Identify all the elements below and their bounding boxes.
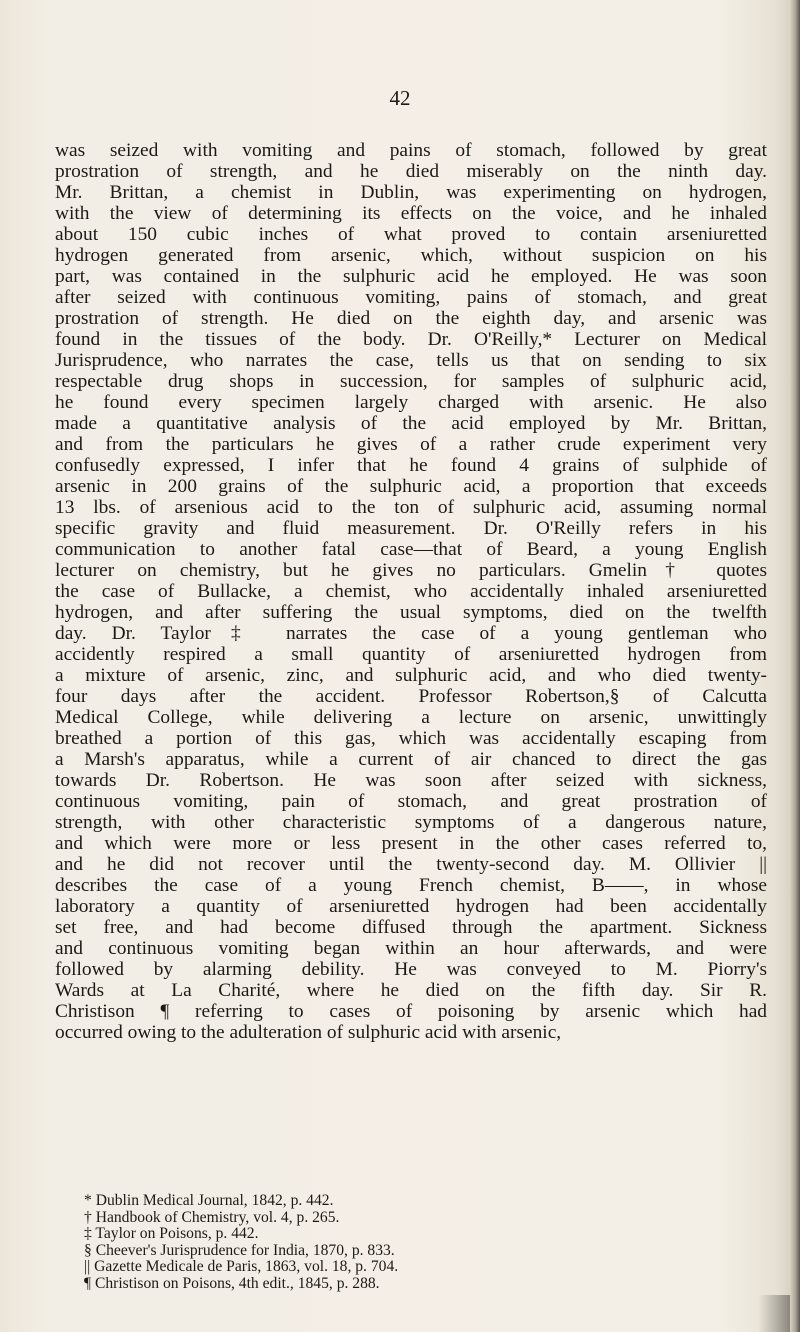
footnotes xyxy=(84,1193,704,1292)
footnote: || Gazette Medicale de Paris, 1863, vol. 18, p. 704. xyxy=(84,1258,399,1275)
text-line: followed by alarming debility. He was conveyed to M. Piorry's xyxy=(55,959,767,980)
text-line: specific gravity and fluid measurement. Dr. O'Reilly refers in his xyxy=(55,518,767,539)
text-line: with the view of determining its effects on the voice, and he inhaled xyxy=(55,203,767,224)
text-line: and from the particulars he gives of a rather crude experiment very xyxy=(55,434,767,455)
text-line: Jurisprudence, who narrates the case, tells us that on sending to six xyxy=(55,350,767,371)
text-line: 13 lbs. of arsenious acid to the ton of sulphuric acid, assuming normal xyxy=(55,497,767,518)
body-paragraph xyxy=(55,140,767,1043)
text-line: found in the tissues of the body. Dr. O'Reilly,* Lecturer on Medical xyxy=(55,329,767,350)
text-line: part, was contained in the sulphuric acid he employed. He was soon xyxy=(55,266,767,287)
text-line: occurred owing to the adulteration of sulphuric acid with arsenic, xyxy=(55,1022,562,1043)
text-line: prostration of strength. He died on the eighth day, and arsenic was xyxy=(55,308,767,329)
text-line: the case of Bullacke, a chemist, who accidentally inhaled arseniuretted xyxy=(55,581,767,602)
text-line: a Marsh's apparatus, while a current of air chanced to direct the gas xyxy=(55,749,767,770)
footnote: † Handbook of Chemistry, vol. 4, p. 265. xyxy=(84,1208,340,1226)
footnote: § Cheever's Jurisprudence for India, 1870, p. 833. xyxy=(84,1241,395,1259)
text-line: hydrogen generated from arsenic, which, without suspicion on his xyxy=(55,245,767,266)
text-line: day. Dr. Taylor‡ narrates the case of a young gentleman who xyxy=(55,623,767,644)
text-line: hydrogen, and after suffering the usual symptoms, died on the twelfth xyxy=(55,602,767,623)
text-line: he found every specimen largely charged with arsenic. He also xyxy=(55,392,767,413)
text-line: after seized with continuous vomiting, pains of stomach, and great xyxy=(55,287,767,308)
page-number: 42 xyxy=(389,86,411,110)
text-line: continuous vomiting, pain of stomach, and great prostration of xyxy=(55,791,767,812)
text-line: was seized with vomiting and pains of stomach, followed by great xyxy=(55,140,767,161)
text-line: and he did not recover until the twenty-second day. M. Ollivier || xyxy=(55,854,767,875)
text-line: about 150 cubic inches of what proved to contain arseniuretted xyxy=(55,224,767,245)
text-line: lecturer on chemistry, but he gives no particulars. Gmelin† quotes xyxy=(55,560,767,581)
text-line: describes the case of a young French chemist, B——, in whose xyxy=(55,875,767,896)
page-edge xyxy=(790,0,800,1332)
text-line: Mr. Brittan, a chemist in Dublin, was experimenting on hydrogen, xyxy=(55,182,767,203)
text-line: accidently respired a small quantity of arseniuretted hydrogen from xyxy=(55,644,767,665)
text-line: laboratory a quantity of arseniuretted hydrogen had been accidentally xyxy=(55,896,767,917)
text-line: confusedly expressed, I infer that he found 4 grains of sulphide of xyxy=(55,455,767,476)
text-line: towards Dr. Robertson. He was soon after seized with sickness, xyxy=(55,770,767,791)
text-line: Christison ¶ referring to cases of poisoning by arsenic which had xyxy=(55,1001,767,1022)
text-line: made a quantitative analysis of the acid employed by Mr. Brittan, xyxy=(55,413,767,434)
text-line: Medical College, while delivering a lecture on arsenic, unwittingly xyxy=(55,707,767,728)
footnote: ‡ Taylor on Poisons, p. 442. xyxy=(84,1225,259,1242)
text-line: arsenic in 200 grains of the sulphuric acid, a proportion that exceeds xyxy=(55,476,767,497)
text-line: prostration of strength, and he died miserably on the ninth day. xyxy=(55,161,767,182)
text-line: Wards at La Charité, where he died on the fifth day. Sir R. xyxy=(55,980,767,1001)
text-line: and continuous vomiting began within an hour afterwards, and were xyxy=(55,938,767,959)
text-line: strength, with other characteristic symptoms of a dangerous nature, xyxy=(55,812,767,833)
text-line: four days after the accident. Professor Robertson,§ of Calcutta xyxy=(55,686,767,707)
text-line: respectable drug shops in succession, for samples of sulphuric acid, xyxy=(55,371,767,392)
text-line: a mixture of arsenic, zinc, and sulphuric acid, and who died twenty- xyxy=(55,665,767,686)
text-line: breathed a portion of this gas, which was accidentally escaping from xyxy=(55,728,767,749)
footnote: ¶ Christison on Poisons, 4th edit., 1845, p. 288. xyxy=(84,1274,380,1292)
text-line: communication to another fatal case—that of Beard, a young English xyxy=(55,539,767,560)
text-line: and which were more or less present in the other cases referred to, xyxy=(55,833,767,854)
text-line: set free, and had become diffused through the apartment. Sickness xyxy=(55,917,767,938)
footnote: * Dublin Medical Journal, 1842, p. 442. xyxy=(84,1192,334,1209)
